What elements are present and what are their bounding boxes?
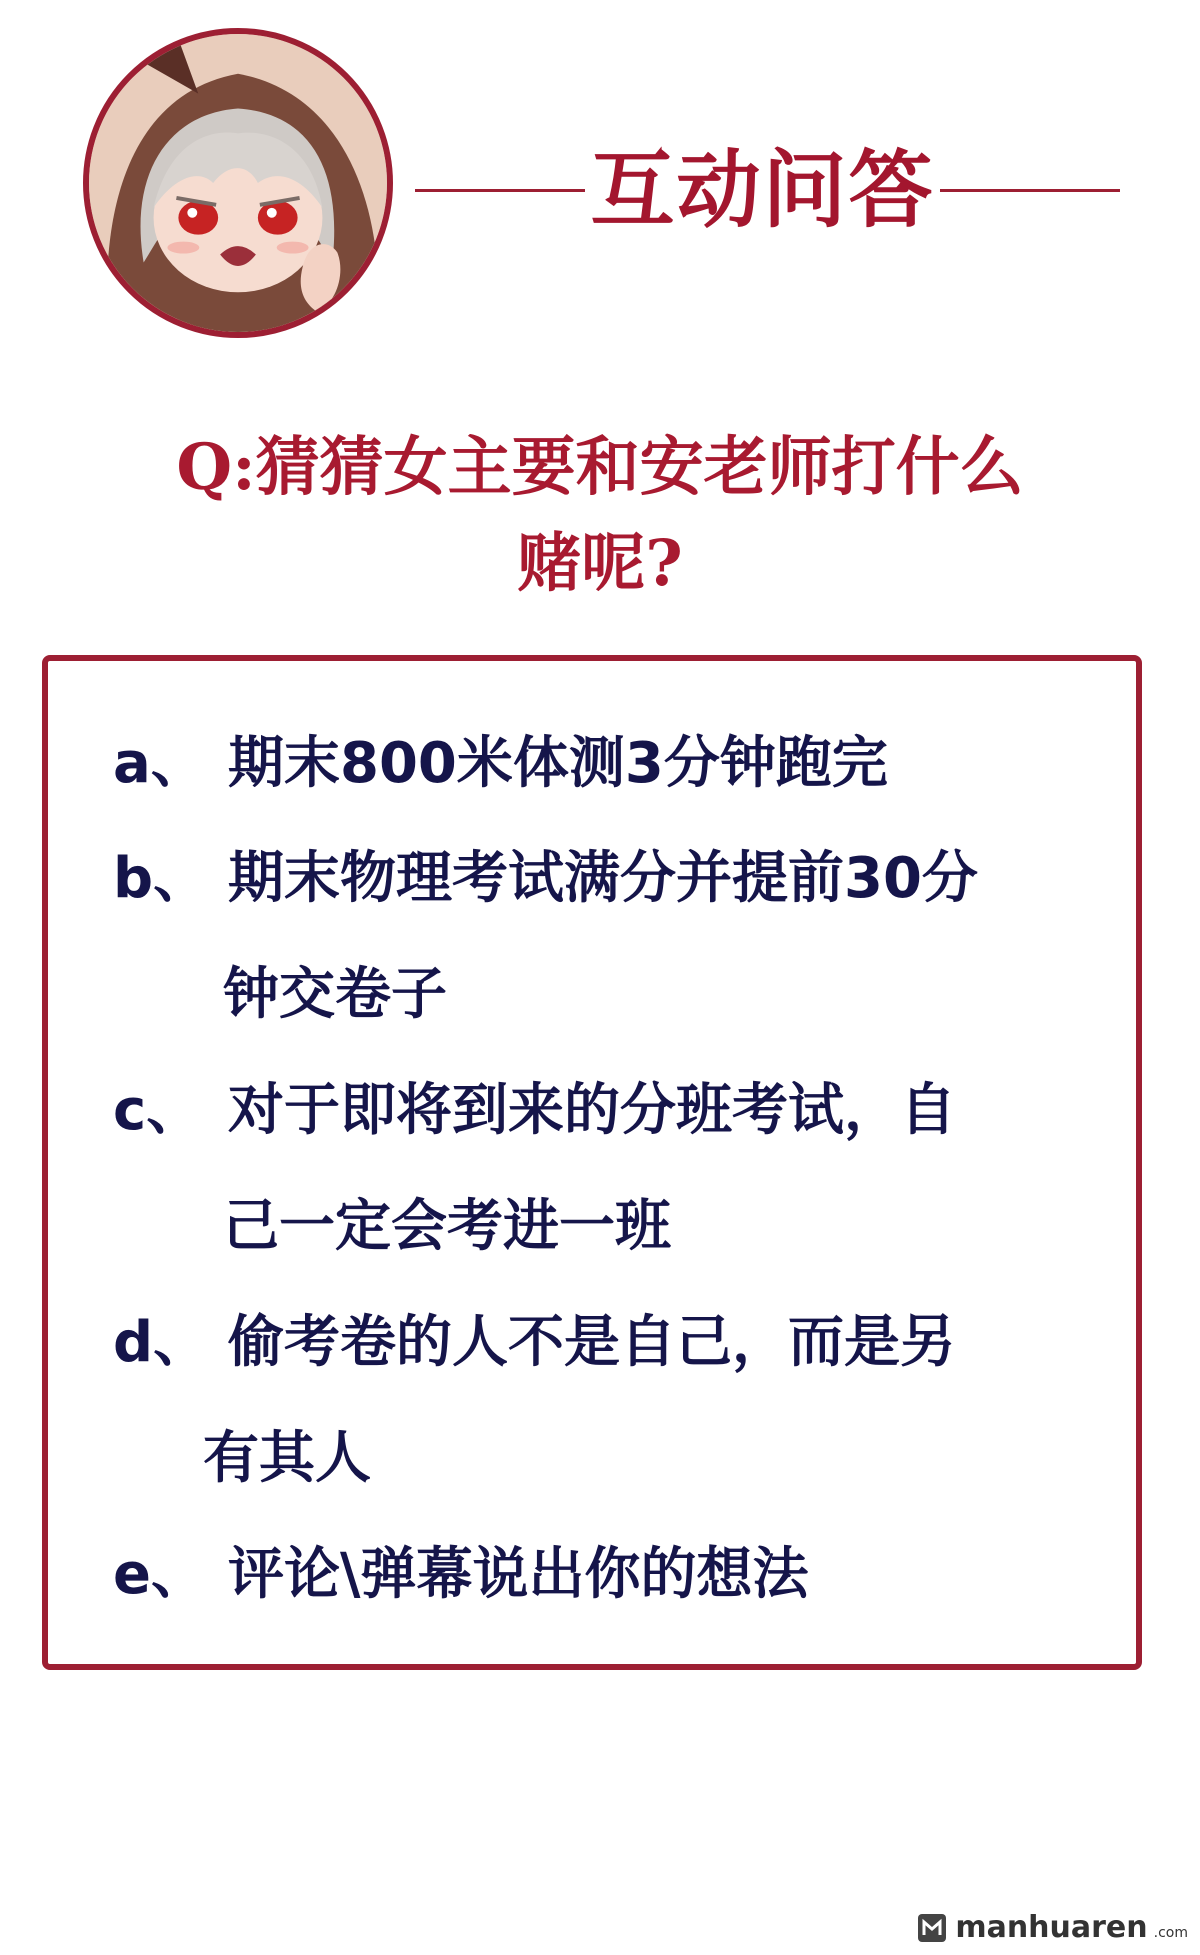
- option-e: [113, 1517, 1153, 1633]
- page-title: 互动问答: [590, 141, 935, 239]
- option-a-text: 期末800米体测3分钟跑完: [228, 731, 888, 796]
- options-box: [42, 655, 1142, 1670]
- title-divider-left: [415, 189, 585, 192]
- option-a-prefix: a、: [113, 731, 207, 796]
- watermark-suffix: .com: [1153, 1924, 1188, 1941]
- question-text: [60, 420, 1140, 612]
- option-a: [113, 706, 1153, 822]
- question-line-2: 赌呢?: [517, 526, 683, 601]
- option-d: [113, 1285, 1153, 1517]
- title-divider-right: [940, 189, 1120, 192]
- watermark: [915, 1910, 1188, 1945]
- character-avatar: [83, 28, 393, 338]
- option-b: [113, 821, 1153, 1053]
- option-d-prefix: d、: [113, 1310, 210, 1375]
- question-line-1: Q:猜猜女主要和安老师打什么: [176, 430, 1024, 505]
- character-illustration: [89, 34, 387, 332]
- option-c: [113, 1053, 1153, 1285]
- option-c-prefix: c、: [113, 1078, 203, 1143]
- option-b-text-line-2: 钟交卷子: [223, 962, 447, 1027]
- option-b-text-line-1: 期末物理考试满分并提前30分: [228, 846, 978, 911]
- option-d-text-line-1: 偷考卷的人不是自己，而是另: [228, 1310, 956, 1375]
- option-d-text-line-2: 有其人: [203, 1426, 371, 1491]
- option-c-text-line-1: 对于即将到来的分班考试，自: [228, 1078, 956, 1143]
- option-e-text: 评论\弹幕说出你的想法: [228, 1542, 809, 1607]
- option-b-prefix: b、: [113, 846, 210, 911]
- option-c-text-line-2: 己一定会考进一班: [223, 1194, 671, 1259]
- option-e-prefix: e、: [113, 1542, 207, 1607]
- manhuaren-logo-icon: [915, 1911, 949, 1945]
- watermark-text: manhuaren: [955, 1910, 1148, 1945]
